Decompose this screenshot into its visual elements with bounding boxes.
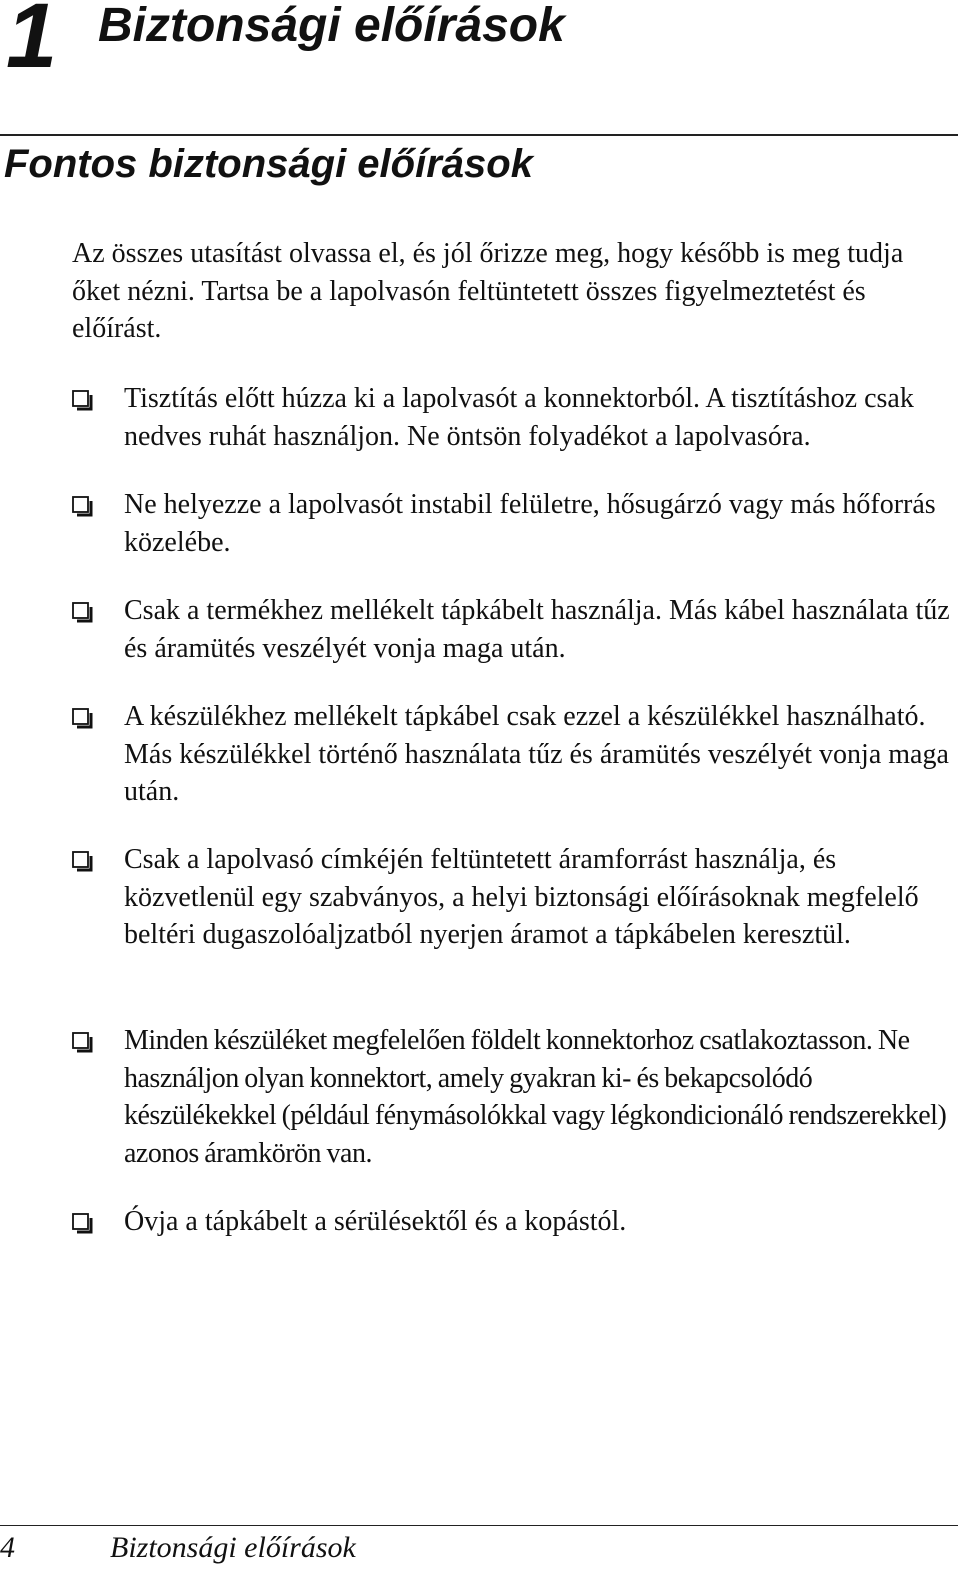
list-item-text: Tisztítás előtt húzza ki a lapolvasót a konnektorból. A tisztításhoz csak nedves ruhát használjon. Ne öntsön folyadékot a lapolvasóra. bbox=[124, 383, 914, 452]
checkbox-bullet-icon bbox=[72, 1213, 93, 1234]
list-item-text: Minden készüléket megfelelően földelt konnektorhoz csatlakoztasson. Ne használjon olyan konnektort, amely gyakran ki- és bekapcsolódó készülékekkel (például fénymásolókkal vagy légkondicionáló rendszerekkel) azonos áramkörön van. bbox=[124, 1025, 947, 1169]
section-title: Fontos biztonsági előírások bbox=[4, 142, 533, 186]
checkbox-bullet-icon bbox=[72, 708, 93, 729]
intro-paragraph: Az összes utasítást olvassa el, és jól őrizze meg, hogy később is meg tudja őket nézni. Tartsa be a lapolvasón feltüntetett összes figyelmeztetést és előírást. bbox=[72, 238, 904, 344]
list-item-text: Csak a termékhez mellékelt tápkábelt használja. Más kábel használata tűz és áramütés veszélyét vonja maga után. bbox=[124, 595, 950, 664]
footer-title: Biztonsági előírások bbox=[110, 1531, 356, 1564]
list-item-text: A készülékhez mellékelt tápkábel csak ezzel a készülékkel használható. Más készülékkel történő használata tűz és áramütés veszélyét vonja maga után. bbox=[124, 701, 949, 807]
chapter-number: 1 bbox=[6, 0, 56, 87]
checkbox-bullet-icon bbox=[72, 851, 93, 872]
checkbox-bullet-icon bbox=[72, 602, 93, 623]
checkbox-bullet-icon bbox=[72, 390, 93, 411]
header-divider bbox=[0, 134, 958, 136]
list-item-text: Csak a lapolvasó címkéjén feltüntetett áramforrást használja, és közvetlenül egy szabványos, a helyi biztonsági előírásoknak megfelelő beltéri dugaszolóaljzatból nyerjen áramot a tápkábelen keresztül. bbox=[124, 844, 919, 950]
list-item-text: Óvja a tápkábelt a sérülésektől és a kopástól. bbox=[124, 1206, 627, 1237]
checkbox-bullet-icon bbox=[72, 496, 93, 517]
checkbox-bullet-icon bbox=[72, 1032, 93, 1053]
list-item-text: Ne helyezze a lapolvasót instabil felületre, hősugárzó vagy más hőforrás közelébe. bbox=[124, 489, 936, 558]
footer-divider bbox=[0, 1525, 958, 1526]
page-number: 4 bbox=[0, 1531, 15, 1564]
chapter-title: Biztonsági előírások bbox=[98, 0, 565, 52]
